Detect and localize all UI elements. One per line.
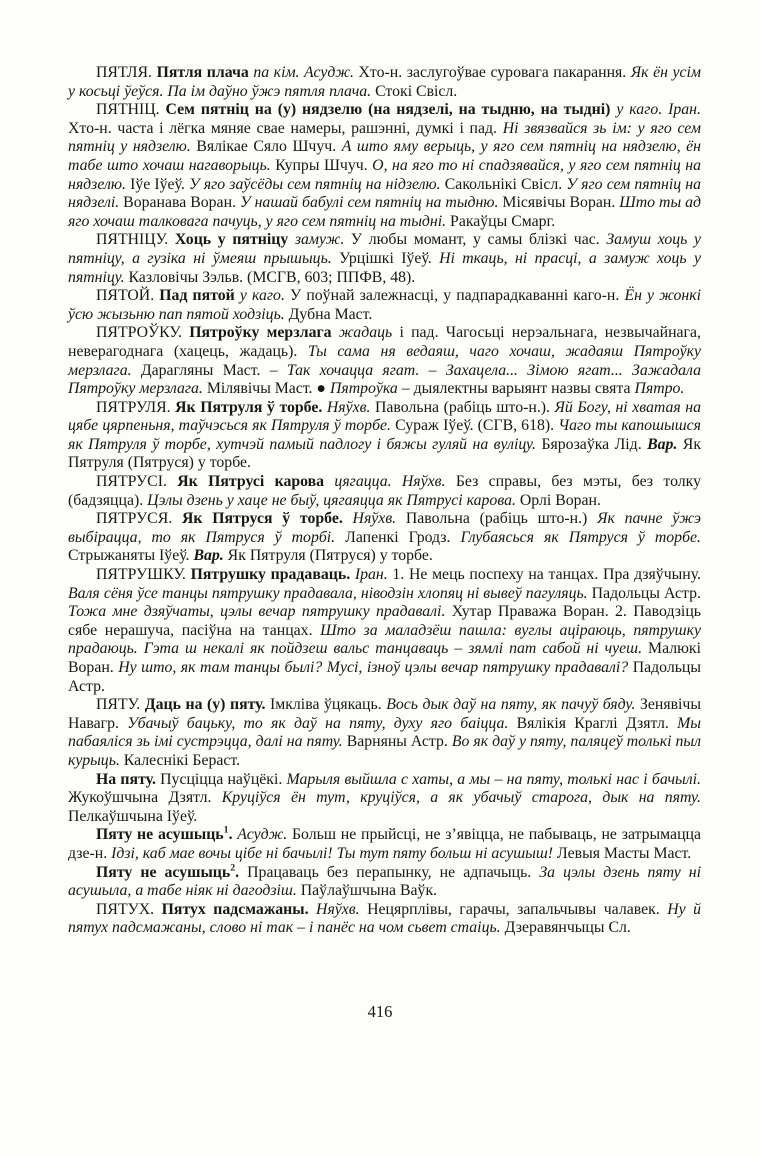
text-run: Ні звязвайся зь ім: у яго сем пятніц у нядзелю. <box>68 119 701 156</box>
text-run: 1. Не мець поспеху на танцах. Пра дзяўчыну. <box>392 566 701 584</box>
text-run: Без справы, без мэты, без толку (бадзяцца). <box>68 473 701 509</box>
text-run: ПЯТРОЎКУ. <box>96 324 190 342</box>
text-run: Сакольнікі Свісл. <box>444 175 567 193</box>
text-run: Асудж. <box>237 826 292 844</box>
text-run: Як Пятруля ў торбе. <box>175 398 327 416</box>
dictionary-entry <box>68 510 701 566</box>
text-run: у каго. <box>239 287 291 305</box>
text-run: Казловічы Зэльв. (МСГВ, 603; ППФВ, 48). <box>128 268 416 286</box>
text-run: Як Пятрусі карова <box>177 473 335 491</box>
text-run: – Так хочацца ягат. – Захацела... Зімою ягат... Зажадала Пятроўку мерзлага. <box>68 361 701 398</box>
text-run: Ідзі, каб мае вочы цібе ні бачылі! Ты тут пяту больш ні асушыш! <box>111 844 557 862</box>
text-run: ПЯТУХ. <box>96 900 162 918</box>
text-run: У яго сем пятніц на нядзелі. <box>68 175 701 212</box>
text-run: Хоць у пятніцу <box>174 231 295 249</box>
dictionary-entry <box>68 324 701 398</box>
text-run: Няўхв. <box>352 510 406 528</box>
text-run: Ты сама ня ведаяш, чаго хочаш, жадаяш Пятроўку мерзлага. <box>68 342 702 379</box>
text-run: Дзеравянчыцы Сл. <box>504 919 631 937</box>
text-run: Пятух падсмажаны. <box>161 900 317 918</box>
text-run: У яго заўсёды сем пятніц на нідзелю. <box>188 175 445 193</box>
text-run: Тожа мне дзяўчаты, цэлы вечар пятрушку прадавалі. <box>68 603 452 621</box>
text-run: Як пачне ўжэ выбірацца, то як Пятруся ў торбі. <box>68 510 701 546</box>
text-run: Як Пятруся ў торбе. <box>181 510 353 528</box>
text-run: Вар. <box>193 547 228 565</box>
text-run: Пяту не асушыць <box>96 826 224 844</box>
text-run: . <box>228 826 238 844</box>
text-run: Дубна Маст. <box>288 305 373 323</box>
text-run: А што яму верыць, у яго сем пятніц на нядзелю, ён табе што хочаш нагаворыць. <box>68 138 702 174</box>
text-run: Ракаўцы Смарг. <box>450 212 556 230</box>
text-run: Купры Шчуч. <box>275 156 373 174</box>
text-run: ПЯТРУСЯ. <box>96 510 182 528</box>
text-run: Іран. <box>354 566 393 584</box>
text-run: ПЯТРУШКУ. <box>96 566 191 584</box>
text-run: Лапенкі Гродз. <box>345 528 461 546</box>
dictionary-entry <box>68 64 701 101</box>
superscript-index: 2 <box>230 862 236 874</box>
text-run: Іўе Іўеў. <box>130 175 189 193</box>
text-run: Левыя Масты Маст. <box>557 844 692 862</box>
text-run: Даць на (у) пяту. <box>144 696 270 714</box>
dictionary-entry <box>68 901 701 938</box>
text-run: Воранава Воран. <box>123 194 240 212</box>
text-run: У поўнай залежнасці, у падпарадкаванні каго-н. <box>290 287 625 305</box>
text-run: Сем пятніц на (у) нядзелю (на нядзелі, на тыдню, на тыдні) <box>165 101 617 119</box>
text-run: За цэлы дзень пяту ні асушыла, а табе ніяк ні дагодзіш. <box>68 863 701 900</box>
text-run: Як Пятруля (Пятруся) у торбе. <box>227 547 433 565</box>
text-run: Паўлаўшчына Ваўк. <box>300 882 438 900</box>
text-run: Стрыжаняты Іўеў. <box>68 547 194 565</box>
text-run: Няўхв. <box>316 900 368 918</box>
text-run: Вось дык даў на пяту, як пачуў бяду. <box>386 696 640 714</box>
text-run: Замуш хоць у пятніцу, а гузіка ні ўмеяш прышыць. <box>68 231 701 267</box>
text-run: ПЯТЛЯ. <box>96 64 157 81</box>
text-run: Хто-н. заслугоўвае суровага пакарання. <box>358 64 631 81</box>
dictionary-entry <box>68 231 701 287</box>
text-run: Ну й пятух падсмажаны, слово ні так – і панёс на чом сьвет стаіць. <box>68 900 701 937</box>
text-run: Больш не прыйсці, не з’явіцца, не пабываць, не затрымацца дзе-н. <box>68 826 701 862</box>
text-run: Дарагляны Маст. <box>140 361 270 379</box>
text-run: Вар. <box>647 435 683 453</box>
text-run: Пяту не асушыць <box>96 863 231 881</box>
text-run: Круціўся ён тут, круціўся, а як убачыў старога, дык на пяту. <box>221 789 701 807</box>
text-run: Валя сёня ўсе танцы пятрушку прадавала, ніводзін хлопяц ні вывеў пагуляць. <box>68 584 592 602</box>
text-run: Місявічы Воран. <box>502 194 620 212</box>
text-run: Яй Богу, ні хватая на цябе цярпеньня, таўчэсься як Пятруля ў торбе. <box>68 398 702 435</box>
text-run: цягацца. Няўхв. <box>334 473 456 491</box>
text-run: На пяту. <box>96 770 161 788</box>
dictionary-entry <box>68 473 701 510</box>
text-run: Пусціцца наўцёкі. <box>160 770 287 788</box>
text-run: Зенявічы Навагр. <box>68 696 701 732</box>
text-run: Як ён усім у косьці ўеўся. Па ім даўно ўжэ пятля плача. <box>68 64 702 100</box>
text-run: Стокі Свісл. <box>375 82 458 100</box>
text-run: У любы момант, у самы блізкі час. <box>350 231 607 249</box>
dictionary-entry <box>68 826 701 863</box>
text-run: Павольна (рабіць што-н.). <box>375 398 555 416</box>
text-run: . <box>235 863 248 881</box>
text-run: Варняны Астр. <box>346 733 452 751</box>
dictionary-entry <box>68 566 701 696</box>
text-run: ПЯТНІЦ. <box>96 101 166 119</box>
text-run: О, на яго то ні спадзявайся, у яго сем пятніц на нядзелю. <box>68 156 701 193</box>
text-run: Калеснікі Бераст. <box>123 751 241 769</box>
dictionary-entry <box>68 864 701 901</box>
text-run: Хутар Праважа Воран. 2. Паводзіць сябе нерашуча, пасіўна на танцах. <box>68 603 701 639</box>
text-run: Падольцы Астр. <box>591 584 701 602</box>
text-run: Мілявічы Маст. ● <box>206 380 330 398</box>
text-run: Мы пабаяліся зь імі сустрэцца, далі на пяту. <box>68 714 701 751</box>
text-run: Бярозаўка Лід. <box>541 435 648 453</box>
text-run: Як Пятруля (Пятруся) у торбе. <box>68 435 702 472</box>
superscript-index: 1 <box>223 825 229 837</box>
text-run: і пад. Чагосьці нерэальнага, незвычайнага, неверагоднага (хацець, жадаць). <box>68 324 701 360</box>
text-run: Сураж Іўеў. (СГВ, 618). <box>395 417 559 435</box>
text-run: Няўхв. <box>326 398 376 416</box>
text-run: Марыля выйшла с хаты, а мы – на пяту, толькі нас і бачылі. <box>286 770 701 788</box>
text-run: ПЯТНІЦУ. <box>96 231 175 249</box>
text-run: ПЯТРУСІ. <box>96 473 178 491</box>
text-run: Малюкі Воран. <box>68 640 701 676</box>
dictionary-entry <box>68 287 701 324</box>
text-run: Пад пятой <box>159 287 240 305</box>
text-run: Ну што, як там танцы былі? Мусі, ізноў цэлы вечар пятрушку прадавалі? <box>118 659 633 676</box>
text-run: Што за маладзёш пашла: вуглы аціраюць, пятрушку прадаюць. Гэта ш некалі як пойдзеш вальс танцаваць – зямлі пат сабой ні чуеш. <box>68 621 701 658</box>
text-run: Нецярплівы, гарачы, запальчывы чалавек. <box>367 900 668 918</box>
text-run: Убачыў бацьку, то як даў на пяту, духу яго баіцца. <box>127 714 517 732</box>
text-run: Пятроўку мерзлага <box>189 324 339 342</box>
text-run: Імкліва ўцякаць. <box>269 696 387 714</box>
text-run: Цэлы дзень у хаце не быў, цягаяцца як Пятрусі карова. <box>147 491 520 509</box>
dictionary-text-block <box>68 64 701 938</box>
text-run: Што ты ад яго хочаш талковага пачуць, у яго сем пятніц на тыдні. <box>68 194 702 230</box>
text-run: па кім. Асудж. <box>253 64 359 81</box>
dictionary-entry <box>68 771 701 827</box>
text-run: Чаго ты капошышся як Пятруля ў торбе, хутчэй памый падлогу і бяжы гуляй на вуліцу. <box>68 417 701 453</box>
text-run: Орлі Воран. <box>519 491 601 509</box>
text-run: ПЯТОЙ. <box>96 287 160 305</box>
text-run: Ён у жонкі ўсю жызьню пап пятой ходзіць. <box>68 287 701 323</box>
text-run: – дыялектны варыянт назвы свята <box>401 380 635 398</box>
text-run: Вялікае Сяло Шчуч. <box>196 138 342 156</box>
text-run: Падольцы Астр. <box>68 659 701 695</box>
text-run: Во як даў у пяту, паляцеў толькі пыл курыць. <box>68 733 701 769</box>
text-run: Урцішкі Іўеў. <box>339 249 440 267</box>
text-run: Хто-н. часта і лёгка мяняе свае намеры, рашэнні, думкі і пад. <box>68 119 503 137</box>
text-run: Працаваць без перапынку, не адпачыць. <box>247 863 540 881</box>
text-run: Пятроўка <box>329 380 402 398</box>
text-run: У нашай бабулі сем пятніц на тыдню. <box>239 194 503 212</box>
text-run: Глубаясься як Пятруся ў торбе. <box>460 528 701 546</box>
text-run: ПЯТУ. <box>96 696 145 714</box>
text-run: Вялікія Краглі Дзятл. <box>516 714 678 732</box>
text-run: жадаць <box>338 324 400 342</box>
text-run: Павольна (рабіць што-н.) <box>405 510 598 528</box>
text-run: Ні ткаць, ні прасці, а замуж хоць у пятніцу. <box>68 249 701 286</box>
dictionary-entry <box>68 101 701 231</box>
text-run: замуж. <box>294 231 351 249</box>
text-run: Пятрушку прадаваць. <box>190 566 355 584</box>
dictionary-entry <box>68 696 701 770</box>
text-run: Пятро. <box>634 380 685 398</box>
text-run: ПЯТРУЛЯ. <box>96 398 176 416</box>
text-run: Пелкаўшчына Іўеў. <box>68 807 198 825</box>
page-number: 416 <box>367 1002 393 1021</box>
text-run: у каго. Іран. <box>616 101 701 119</box>
text-run: Жукоўшчына Дзятл. <box>68 789 222 807</box>
text-run: Пятля плача <box>156 64 254 81</box>
dictionary-entry <box>68 399 701 473</box>
